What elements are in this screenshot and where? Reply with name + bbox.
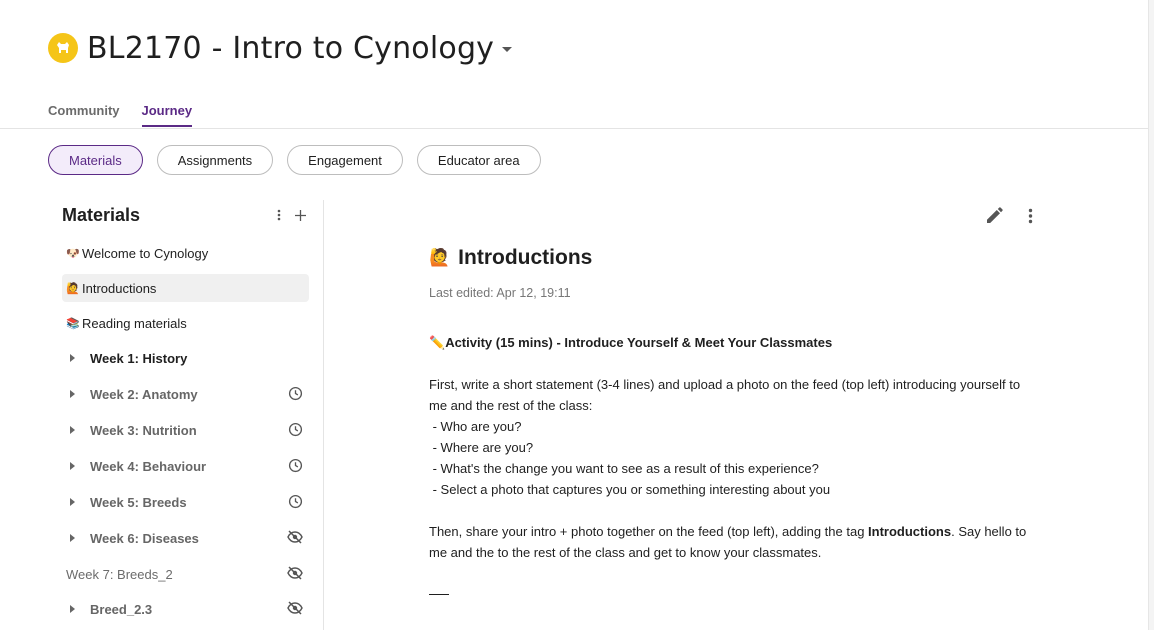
list-item[interactable]: [62, 524, 309, 552]
bullet-item: - Where are you?: [429, 440, 534, 455]
paragraph: First, write a short statement (3-4 lines) and upload a photo on the feed (top left) introducing yourself to me and the rest of the class:: [429, 377, 1021, 413]
clock-icon: [288, 422, 303, 437]
list-item[interactable]: [62, 560, 309, 588]
page-title-text: Introductions: [458, 246, 593, 269]
chevron-down-icon[interactable]: [502, 47, 512, 53]
clock-icon: [288, 386, 303, 401]
bullet-item: - Select a photo that captures you or something interesting about you: [429, 482, 831, 497]
clock-icon: [288, 494, 303, 509]
course-title[interactable]: BL2170 - Intro to Cynology: [87, 30, 495, 66]
list-item[interactable]: [62, 344, 309, 372]
person-raising-hand-icon: 🙋: [66, 282, 80, 295]
list-item[interactable]: [62, 488, 309, 516]
edit-pencil-icon[interactable]: [984, 206, 1004, 226]
books-icon: 📚: [66, 317, 80, 330]
caret-right-icon[interactable]: [66, 354, 90, 362]
materials-sidebar: [62, 200, 312, 230]
list-item-label: Week 5: Breeds: [90, 494, 187, 510]
bullet-item: - What's the change you want to see as a result of this experience?: [429, 461, 819, 476]
add-icon[interactable]: [295, 210, 306, 221]
list-item-label: Week 7: Breeds_2: [66, 566, 173, 582]
activity-label: Activity (15 mins): [445, 335, 553, 350]
sidebar-divider: [323, 200, 324, 630]
pill-materials[interactable]: Materials: [48, 145, 143, 175]
list-item[interactable]: [62, 595, 309, 623]
paragraph: [429, 521, 1029, 563]
person-raising-hand-icon: 🙋: [429, 248, 451, 267]
tabs-divider: [0, 128, 1148, 129]
divider: [429, 594, 449, 595]
activity-heading: [429, 332, 1029, 353]
tab-community[interactable]: Community: [48, 103, 120, 118]
more-vertical-icon[interactable]: [277, 209, 281, 221]
list-item-label: Reading materials: [82, 315, 187, 331]
list-item-label: Week 4: Behaviour: [90, 458, 207, 474]
list-item[interactable]: [62, 239, 309, 267]
caret-right-icon[interactable]: [66, 534, 90, 542]
list-item[interactable]: [62, 274, 309, 302]
list-item[interactable]: [62, 452, 309, 480]
material-content: [429, 242, 1029, 595]
bullet-item: - Who are you?: [429, 419, 522, 434]
eye-off-icon: [287, 530, 303, 544]
clock-icon: [288, 458, 303, 473]
tab-journey[interactable]: Journey: [142, 103, 193, 127]
caret-right-icon[interactable]: [66, 390, 90, 398]
eye-off-icon: [287, 566, 303, 580]
caret-right-icon[interactable]: [66, 462, 90, 470]
pill-educator-area[interactable]: Educator area: [417, 145, 541, 175]
content-body: [429, 332, 1029, 595]
sidebar-actions: [277, 209, 312, 221]
caret-right-icon[interactable]: [66, 426, 90, 434]
list-item-label: Week 3: Nutrition: [90, 422, 197, 438]
list-item-label: Week 1: History: [90, 350, 188, 366]
course-header: [48, 28, 512, 68]
list-item[interactable]: [62, 380, 309, 408]
list-item-label: Breed_2.3: [90, 601, 153, 617]
pill-assignments[interactable]: Assignments: [157, 145, 273, 175]
pill-engagement[interactable]: Engagement: [287, 145, 403, 175]
caret-right-icon[interactable]: [66, 498, 90, 506]
dog-emoji-icon: 🐶: [66, 247, 80, 260]
activity-separator: -: [552, 335, 565, 350]
more-vertical-icon[interactable]: [1028, 208, 1033, 224]
main-tabs: [48, 103, 192, 127]
sidebar-header: [62, 200, 312, 230]
paragraph-text: . Say hello to me and the to the rest of the class and get to know your classmates.: [429, 524, 1027, 560]
content-toolbar: [984, 206, 1033, 226]
paragraph-text: Then, share your intro + photo together on the feed (top left), adding the tag: [429, 524, 869, 539]
sidebar-title: Materials: [62, 204, 141, 225]
list-item-label: Week 6: Diseases: [90, 530, 199, 546]
pencil-emoji-icon: ✏️: [429, 335, 446, 350]
list-item-label: Welcome to Cynology: [82, 245, 209, 261]
page-title: [429, 242, 1029, 274]
caret-right-icon[interactable]: [66, 605, 90, 613]
activity-title: Introduce Yourself & Meet Your Classmates: [564, 335, 833, 350]
tag-text: Introductions: [868, 524, 952, 539]
list-item-label: Week 2: Anatomy: [90, 386, 198, 402]
right-scroll-gutter: [1148, 0, 1154, 630]
list-item[interactable]: [62, 416, 309, 444]
section-pills: [48, 145, 541, 175]
list-item[interactable]: [62, 309, 309, 337]
dog-logo-icon: [48, 33, 78, 63]
list-item-label: Introductions: [82, 280, 157, 296]
last-edited-timestamp: Last edited: Apr 12, 19:11: [429, 286, 571, 300]
eye-off-icon: [287, 601, 303, 615]
